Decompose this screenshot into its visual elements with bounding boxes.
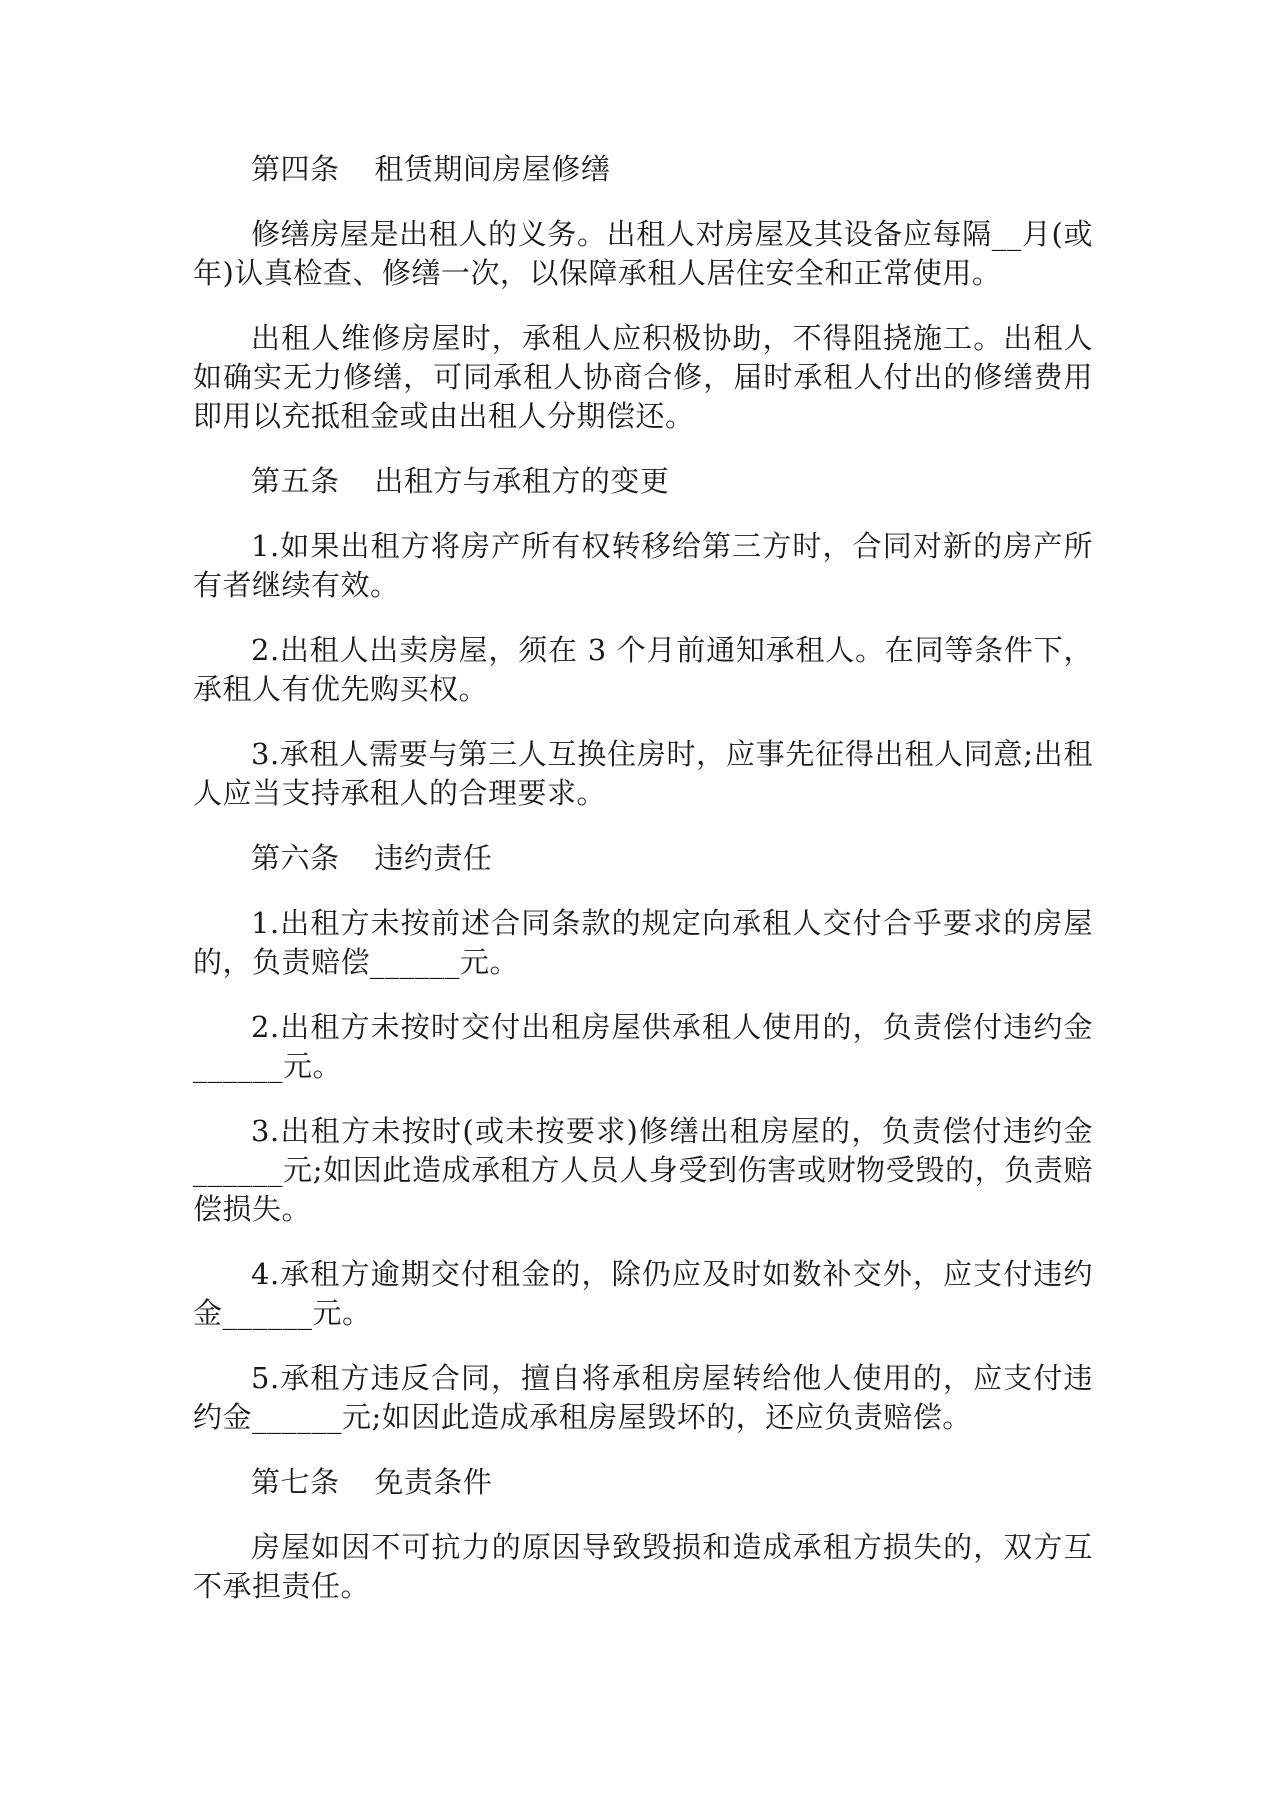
paragraph: 3.承租人需要与第三人互换住房时，应事先征得出租人同意;出租人应当支持承租人的合理要求。 (193, 737, 1093, 810)
section-title: 出租方与承租方的变更 (374, 464, 670, 498)
section-heading-7 (193, 1463, 1093, 1502)
section-title: 免责条件 (374, 1465, 493, 1499)
section-number: 第五条 (251, 464, 340, 498)
section-title: 租赁期间房屋修缮 (374, 152, 611, 186)
section-number: 第六条 (251, 841, 340, 875)
paragraph: 3.出租方未按时(或未按要求)修缮出租房屋的，负责偿付违约金______元;如因此造成承租方人员人身受到伤害或财物受毁的，负责赔偿损失。 (193, 1114, 1093, 1226)
section-title: 违约责任 (374, 841, 493, 875)
paragraph: 4.承租方逾期交付租金的，除仍应及时如数补交外，应支付违约金______元。 (193, 1257, 1093, 1330)
paragraph: 1.如果出租方将房产所有权转移给第三方时，合同对新的房产所有者继续有效。 (193, 529, 1093, 602)
paragraph: 2.出租人出卖房屋，须在 3 个月前通知承租人。在同等条件下，承租人有优先购买权。 (193, 633, 1093, 706)
section-heading-6 (193, 839, 1093, 878)
paragraph: 出租人维修房屋时，承租人应积极协助，不得阻挠施工。出租人如确实无力修缮，可同承租人协商合修，届时承租人付出的修缮费用即用以充抵租金或由出租人分期偿还。 (193, 321, 1093, 433)
paragraph: 2.出租方未按时交付出租房屋供承租人使用的，负责偿付违约金______元。 (193, 1010, 1093, 1083)
section-number: 第四条 (251, 152, 340, 186)
paragraph: 修缮房屋是出租人的义务。出租人对房屋及其设备应每隔__月(或年)认真检查、修缮一次，以保障承租人居住安全和正常使用。 (193, 217, 1093, 290)
paragraph: 5.承租方违反合同，擅自将承租房屋转给他人使用的，应支付违约金______元;如因此造成承租房屋毁坏的，还应负责赔偿。 (193, 1361, 1093, 1434)
section-heading-4 (193, 150, 1093, 189)
document-body (193, 150, 1093, 1632)
section-heading-5 (193, 462, 1093, 501)
paragraph: 1.出租方未按前述合同条款的规定向承租人交付合乎要求的房屋的，负责赔偿______元。 (193, 906, 1093, 979)
section-number: 第七条 (251, 1465, 340, 1499)
paragraph: 房屋如因不可抗力的原因导致毁损和造成承租方损失的，双方互不承担责任。 (193, 1530, 1093, 1603)
